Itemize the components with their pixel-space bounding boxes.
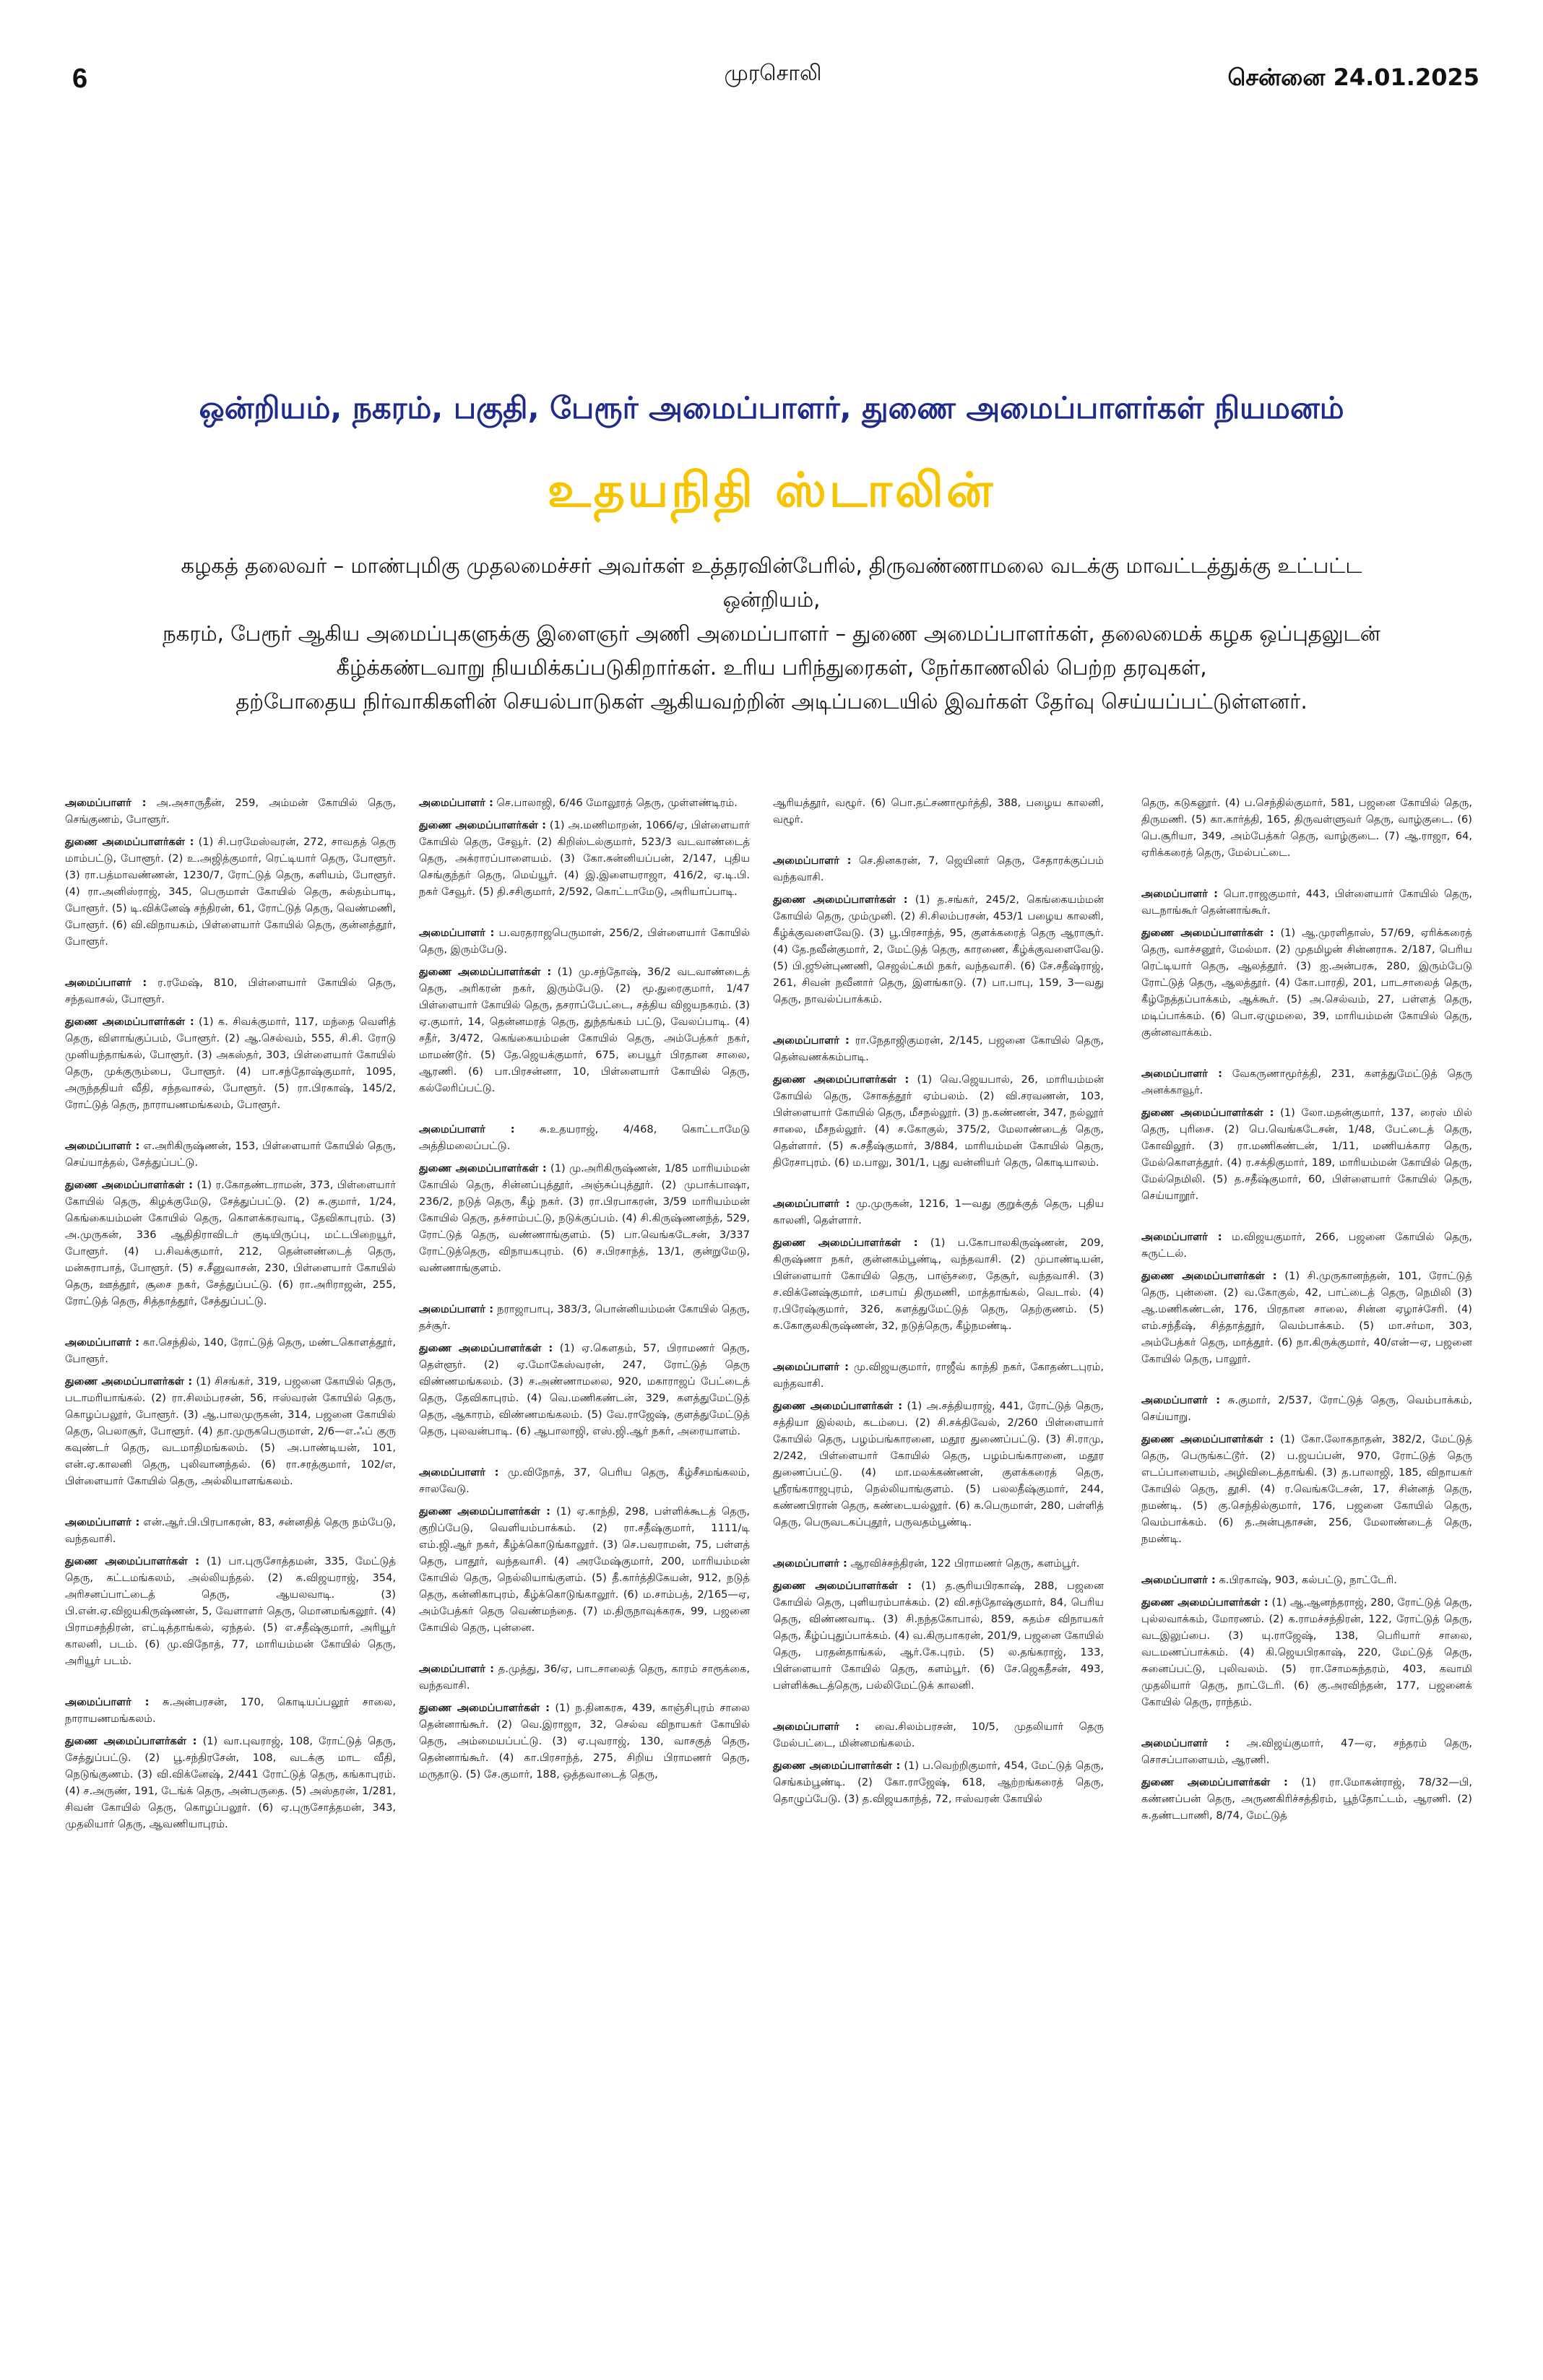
- deputies-line: [773, 891, 1104, 1008]
- deputies-line: [419, 964, 750, 1096]
- deputies-label: துணை அமைப்பாளர்கள் :: [773, 1760, 901, 1772]
- deputies-details: (1) பா.புருசோத்தமன், 335, மேட்டுத் தெரு, கட்டமங்கலம், அல்லியந்தல். (2) க.விஜயராஜ், 354, அரிசனப்பாட்டைத் தெரு, ஆயலவாடி. (3) பி.என்.ஏ.விஜயகிருஷ்ணன், 5, வேளாளர் தெரு, மொனமங்கலூர். (4) பிராமசந்திரன், எட்டித்தாங்கல், ஏந்தல். (5) எ.சதீஷ்குமார், அரியூர் காலனி, படம். (6) மு.விநோத், 77, மாரியம்மன் கோயில் தெரு, அரியூர் படம்.: [65, 1555, 396, 1667]
- deputies-details: (1) த.சங்கர், 245/2, கெங்கையம்மன் கோயில் தெரு, மும்முனி. (2) சி.சிலம்பரசன், 453/1 பழைய காலனி, கீழ்க்குவளைவேடு. (3) பூ.பிரசாந்த், 95, குளக்கரைத் தெரு ஆராசூர். (4) தே.நவீன்குமார், 2, மேட்டுத் தெரு, காரணை, கீழ்க்குவளைவேடு. (5) பி.ஜூன்புணணி, செஜல்ட்சுமி நகர், வந்தவாசி. (6) சே.சதீஷ்ராஜ், 261, சிவன் நவீனார் தெரு, இளங்காடு. (7) பா.பாபு, 159, 3—வது தெரு, நாவல்ப்பாக்கம்.: [773, 893, 1104, 1005]
- deputies-line: [1141, 1431, 1472, 1547]
- organizer-line: [1141, 886, 1472, 919]
- deputies-label: துணை அமைப்பாளர்கள் :: [65, 1735, 197, 1747]
- appointment-entry: [419, 795, 750, 900]
- deputies-line: [1141, 1268, 1472, 1367]
- appointment-entry: [773, 1359, 1104, 1531]
- deputies-line: [773, 1398, 1104, 1531]
- organizer-line: [773, 1195, 1104, 1229]
- deputies-label: துணை அமைப்பாளர்கள் :: [65, 1016, 194, 1028]
- organizer-details: எ.அரிகிருஷ்ணன், 153, பிள்ளையார் கோயில் தெரு, செய்யாத்தல், சேத்துப்பட்டு.: [65, 1140, 396, 1169]
- organizer-details: என்.ஆர்.பி.பிரபாகரன், 83, சன்னதித் தெரு நம்பேடு, வந்தவாசி.: [65, 1516, 396, 1545]
- deputies-label: துணை அமைப்பாளர்கள் :: [1141, 1270, 1277, 1282]
- appointment-entry: [419, 925, 750, 1096]
- deputies-label: துணை அமைப்பாளர்கள் :: [1141, 927, 1274, 939]
- organizer-line: [65, 1138, 396, 1171]
- deputies-label: துணை அமைப்பாளர்கள் :: [419, 1342, 553, 1354]
- deputies-line: [65, 1553, 396, 1669]
- deputies-label: துணை அமைப்பாளர்கள் :: [65, 1555, 199, 1567]
- organizer-details: செ.தினகரன், 7, ஜெயினர் தெரு, சேதாரக்குப்பம் வந்தவாசி.: [773, 854, 1104, 883]
- dateline: சென்னை 24.01.2025: [1227, 64, 1479, 91]
- deputies-line: [773, 1578, 1104, 1694]
- organizer-label: அமைப்பாளர் :: [773, 1557, 847, 1570]
- appointment-entry: [1141, 1229, 1472, 1367]
- organizer-label: அமைப்பாளர் :: [773, 854, 852, 867]
- deputies-label: துணை அமைப்பாளர்கள் :: [1141, 1433, 1274, 1445]
- organizer-details: சு.குமார், 2/537, ரோட்டுத் தெரு, வெம்பாக்கம், செய்யாறு.: [1141, 1394, 1472, 1423]
- appointment-entry: [1141, 886, 1472, 1041]
- deputies-label: துணை அமைப்பாளர்கள் :: [419, 966, 552, 978]
- organizer-details: சு.உதயராஜ், 4/468, கொட்டாமேடு அத்திமலைப்பட்டு.: [419, 1123, 750, 1152]
- organizer-line: [1141, 1735, 1472, 1768]
- deputies-details: (1) மு.சந்தோஷ், 36/2 வடவாண்டைத் தெரு, அரிகரன் நகர், இரும்பேடு. (2) மூ.துரைகுமார், 1/47 பிள்ளையார் கோயில் தெரு, தசராப்பேட்டை, சத்திய விஜயநகரம். (3) ஏ.குமார், 14, தென்னமரத் தெரு, துந்தங்கம் பட்டு, வேலப்பாடி. (4) சதீர், 3/472, கெங்கையம்மன் கோயில் தெரு, அம்பேத்கர் நகர், மாமண்டூர். (5) தே.ஜெயக்குமார், 675, பையூர் பிரதான சாலை, ஆரணி. (6) பா.பிரசன்னா, 10, பிள்ளையார் கோயில் தெரு, கல்லேரிப்பட்டு.: [419, 966, 750, 1094]
- organizer-details: அ.விஜய்குமார், 47—ஏ, சந்தரம் தெரு, சொசப்பாளையம், ஆரணி.: [1141, 1737, 1472, 1766]
- deputies-line: [419, 1700, 750, 1783]
- organizer-details: க.பிரகாஷ், 903, கல்பட்டு, நாட்டேரி.: [1219, 1574, 1397, 1586]
- appointment-entry: [65, 1138, 396, 1310]
- newspaper-name: முரசொலி: [724, 61, 822, 86]
- deputies-details: (1) மு.அரிகிருஷ்ணன், 1/85 மாரியம்மன் கோயில் தெரு, சின்னப்புத்தூர், அஞ்சுப்புத்தூர். (2) முபாக்பாஷா, 236/2, நடுத் தெரு, கீழ் நகர். (3) ரா.பிரபாகரன், 3/59 மாரியம்மன் கோயில் தெரு, தச்சாம்பட்டு, நடுக்குப்பம். (4) சி.கிருஷ்ணனந்த், 529, ரோட்டுத் தெரு, வண்ணாங்குளம். (5) பா.வெங்கடேசன், 3/337 ரோட்டுத்தெரு, விநாயகபுரம். (6) ச.பிரசாந்த், 13/1, குன்றுமேடு, வண்ணாங்குளம்.: [419, 1162, 750, 1274]
- deputies-line: [65, 1733, 396, 1832]
- organizer-label: அமைப்பாளர் :: [1141, 1068, 1222, 1080]
- organizer-details: வை.சிலம்பரசன், 10/5, முதலியார் தெரு மேல்பட்டை, மின்னமங்கலம்.: [773, 1721, 1104, 1749]
- organizer-label: அமைப்பாளர் :: [419, 927, 495, 939]
- organizer-label: அமைப்பாளர் :: [1141, 888, 1218, 900]
- organizer-line: [65, 1514, 396, 1547]
- organizer-details: கா.செந்தில், 140, ரோட்டுத் தெரு, மண்டகொளத்தூர், போளூர்.: [65, 1336, 396, 1365]
- appointment-entry: [419, 1661, 750, 1783]
- appointment-entry: [419, 1121, 750, 1276]
- appointment-entry: [65, 1514, 396, 1669]
- deputies-details: (1) ப.வெற்றிகுமார், 454, மேட்டுத் தெரு, செங்கம்பூண்டி. (2) கோ.ராஜேஷ், 618, ஆற்றங்கரைத் தெரு, தொழுப்பேடு. (3) த.விஜயகாந்த், 72, ஈஸ்வரன் கோயில்: [773, 1760, 1104, 1805]
- deputies-line: [773, 1071, 1104, 1171]
- organizer-line: [773, 1555, 1104, 1572]
- intro-paragraph: [130, 549, 1413, 719]
- deputies-details: (1) ர.கோதண்டராமன், 373, பிள்ளையார் கோயில் தெரு, கிழக்குமேடு, சேத்துப்பட்டு. (2) சு.குமார், 1/24, கெங்கையம்மன் கோயில் தெரு, கொளக்கரவாடி, தேவிகாபுரம். (3) அ.முருகன், 336 ஆதிதிராவிடர் குடியிருப்பு, மட்டபிறையூர், போளூர். (4) ப.சிவக்குமார், 212, தென்னண்டைத் தெரு, மன்சுராபாத், போளூர். (5) ச.சீனுவாசன், 230, பிள்ளையார் கோயில் தெரு, ஊத்தூர், சூசை நகர், சேத்துப்பட்டு. (6) ரா.அரிராஜன், 255, ரோட்டுத் தெரு, சித்தாத்தூர், சேத்துப்பட்டு.: [65, 1179, 396, 1307]
- deputies-line: [419, 817, 750, 900]
- organizer-details: அ.அசாருதீன், 259, அம்மன் கோயில் தெரு, செங்குணம், போளூர்.: [65, 797, 396, 826]
- deputies-label: துணை அமைப்பாளர்கள் :: [419, 1702, 550, 1714]
- appointment-entry: [773, 1195, 1104, 1334]
- appointment-entry: [65, 1694, 396, 1832]
- organizer-label: அமைப்பாளர் :: [65, 1516, 140, 1528]
- deputies-details: (1) க. சிவக்குமார், 117, மந்தை வெளித் தெரு, விளாங்குப்பம், போளூர். (2) ஆ.செல்வம், 555, சி.சி. ரோடு முனியந்தாங்கல், போளூர். (3) அகஸ்தர், 303, பிள்ளையார் கோயில் தெரு, முக்குரும்பை, போளூர். (4) பா.சந்தோஷ்குமார், 1095, அருந்ததியர் வீதி, சந்தவாசல், போளூர். (5) ரா.பிரகாஷ், 145/2, ரோட்டுத் தெரு, நாராயணமங்கலம், போளூர்.: [65, 1016, 396, 1111]
- continued-text: ஆரியத்தூர், வழூர். (6) பொ.தட்சணாமூர்த்தி, 388, பழைய காலனி, வழூர்.: [773, 797, 1104, 826]
- deputies-details: (1) ப.கோபாலகிருஷ்ணன், 209, கிருஷ்ணா நகர், குன்னகம்பூண்டி, வந்தவாசி. (2) முபாண்டியன், பிள்ளையார் கோயில் தெரு, பாஞ்சரை, தேசூர், வந்தவாசி. (3) ச.விக்னேஷ்குமார், மசபாய் திருமணி, மாத்தாங்கல், வெடால். (4) ர.பிரேஷ்குமார், 326, களத்துமேட்டுத் தெரு, தெற்குணம். (5) க.கோகுலகிருஷ்ணன், 32, நடுத்தெரு, கீழ்நமண்டி.: [773, 1237, 1104, 1332]
- organizer-line: [419, 795, 750, 811]
- deputies-details: (1) சி.பரமேஸ்வரன், 272, சாவதத் தெரு மாம்பட்டு, போளூர். (2) உ.அஜித்குமார், ரெட்டியார் தெரு, போளூர். (3) ரா.பத்மாவண்ணன், 1230/7, ரோட்டுத் தெரு, களியம், போளூர். (4) ரா.அனிஸ்ராஜ், 345, பெருமாள் கோயில் தெரு, சுல்தம்பாடி, போளூர். (5) டி.விக்னேஷ் சந்திரன், 61, ரோட்டுத் தெரு, வெண்மணி, போளூர். (6) வி.விநாயகம், பிள்ளையார் கோயில் தெரு, குன்னத்தூர், போளூர்.: [65, 836, 396, 948]
- organizer-label: அமைப்பாளர் :: [419, 1663, 494, 1675]
- appointment-entry: [1141, 1392, 1472, 1547]
- organizer-label: அமைப்பாளர் :: [419, 1466, 499, 1479]
- deputies-details: (1) வெ.ஜெயபால், 26, மாரியம்மன் கோயில் தெரு, சோகத்தூர் ஏம்பலம். (2) வி.சரவணன், 103, பிள்ளையார் கோயில் தெரு, மீசநல்லூர். (3) ந.கண்ணன், 347, நல்லூர் சாலை, மீசநல்லூர். (4) ச.கோகுல், 375/2, மேலாண்டைத் தெரு, தெள்ளார். (5) சு.சதீஷ்குமார், 3/884, மாரியம்மன் கோயில் தெரு, திரேசாபுரம். (6) ம.பாலு, 301/1, புது வன்னியர் தெரு, கொடியாலம்.: [773, 1073, 1104, 1169]
- deputies-label: துணை அமைப்பாளர்கள் :: [773, 1237, 918, 1249]
- deputies-line: [773, 1757, 1104, 1807]
- appointment-entry: [773, 852, 1104, 1008]
- deputies-details: (1) அ.சத்தியராஜ், 441, ரோட்டுத் தெரு, சத்தியா இல்லம், கடம்பை. (2) சி.சக்திவேல், 2/260 பிள்ளையார் கோயில் தெரு, பழம்பங்காரனை, மதூர துணைப்பட்டு. (3) சி.ராமு, 2/242, பிள்ளையார் கோயில் தெரு, பழம்பங்காரனை, மதூர துணைப்பட்டு. (4) மா.மலக்கண்ணன், குளக்கரைத் தெரு, ஸ்ரீரங்கராஜபுரம், நெல்லியாங்குளம். (5) பலலதீஷ்குமார், 244, கண்ணபிரான் தெரு, கண்டையல்லூர். (6) க.பெருமாள், 280, பள்ளித் தெரு, பெருவடகப்புதூர், பருவதம்பூண்டி.: [773, 1400, 1104, 1528]
- organizer-line: [773, 852, 1104, 886]
- deputies-details: (1) வா.புவராஜ், 108, ரோட்டுத் தெரு, சேத்துப்பட்டு. (2) பூ.சந்திரசேன், 108, வடக்கு மாட வீதி, நெடுங்குணம். (3) வி.விக்னேஷ், 2/441 ரோட்டுத் தெரு, கங்காபுரம். (4) ச.அருண், 191, டேங்க் தெரு, அன்பருதை. (5) அஸ்தரன், 1/281, சிவன் கோயில் தெரு, கொழப்பலூர். (6) ஏ.புருசோத்தமன், 343, முதலியார் தெரு, ஆவணியாபுரம்.: [65, 1735, 396, 1830]
- appointment-entry: [773, 1718, 1104, 1807]
- organizer-details: ர.ரமேஷ், 810, பிள்ளையார் கோயில் தெரு, சந்தவாசல், போளூர்.: [65, 977, 396, 1005]
- organizer-details: ஆரவிச்சந்திரன், 122 பிராமணர் தெரு, களம்பூர்.: [850, 1557, 1080, 1570]
- intro-line: கழகத் தலைவர் – மாண்புமிகு முதலமைச்சர் அவர்கள் உத்தரவின்பேரில், திருவண்ணாமலை வடக்கு மாவட்டத்துக்கு உட்பட்ட ஒன்றியம்,: [181, 553, 1362, 612]
- organizer-line: [65, 1334, 396, 1367]
- deputies-line: [1141, 1774, 1472, 1824]
- organizer-details: மு.விஜயகுமார், ராஜீவ் காந்தி நகர், கோதண்டபுரம், வந்தவாசி.: [773, 1361, 1104, 1390]
- organizer-line: [65, 974, 396, 1008]
- deputies-details: (1) ஏ.கௌதம், 57, பிராமணர் தெரு, தெள்ளூர். (2) ஏ.மோகேஸ்வரன், 247, ரோட்டுத் தெரு விண்ணமங்கலம். (3) ச.அண்ணாமலை, 920, மகாராஜப் பேட்டைத் தெரு, தேவிகாபுரம். (4) வெ.மணிகண்டன், 329, களத்துமேட்டுத் தெரு, ஆகாரம், விண்ணமங்கலம். (5) வே.ராஜேஷ், குளத்துமேட்டுத் தெரு, புலவன்பாடி. (6) ஆபாலாஜி, எஸ்.ஜி.ஆர் நகர், அரையாளம்.: [419, 1342, 750, 1437]
- appointment-entry: [1141, 1065, 1472, 1204]
- deputies-details: (1) ஆ.ஆனந்தராஜ், 280, ரோட்டுத் தெரு, புல்லவாக்கம், மோரணம். (2) க.ராமச்சந்திரன், 122, ரோட்டுத் தெரு, வடஇலுப்பை. (3) யு.ராஜேஷ், 138, பெரியார் சாலை, வடமணப்பாக்கம். (4) கி.ஜெயபிரகாஷ், 220, மேட்டுத் தெரு, சுனைப்பட்டு, புலிவலம். (5) ரா.சோமசுந்தரம், 403, கவாமி முதலியார் தெரு, நாட்டேரி. (6) கு.அரவிந்தன், 177, பஜனைக் கோயில் தெரு, ராந்தம்.: [1141, 1596, 1472, 1708]
- organizer-label: அமைப்பாளர் :: [1141, 1394, 1221, 1406]
- organizer-line: [419, 925, 750, 958]
- appointment-entry: [419, 1301, 750, 1440]
- masthead: [0, 0, 1543, 108]
- organizer-line: [65, 1694, 396, 1727]
- organizer-label: அமைப்பாளர் :: [773, 1198, 850, 1210]
- organizer-details: ரா.நேதாஜிகுமரன், 2/145, பஜனை கோயில் தெரு, தென்வணக்கம்பாடி.: [773, 1034, 1104, 1063]
- deputies-details: (1) அ.மணிமாறன், 1066/ஏ, பிள்ளையார் கோயில் தெரு, சேவூர். (2) கிறிஸ்டல்குமார், 523/3 வடவாண்டைத் தெரு, அக்ராரப்பாளையம். (3) கோ.சுன்னியப்பன், 2/147, புதிய செங்குந்தர் தெரு, மெய்யூர். (4) இ.இளையராஜா, 416/2, ஏ.டி.பி. நகர் சேவூர். (5) தி.சசிகுமார், 2/592, கொட்டாமேடு, அரியாப்பாடி.: [419, 819, 750, 898]
- deputies-details: (1) ஆ.முரளிதாஸ், 57/69, ஏரிக்கரைத் தெரு, வாச்சனூர், மேல்மா. (2) முதமிழன் சின்னராசு. 2/187, பெரிய ரெட்டியார் தெரு, ஆலத்தூர். (3) ஐ.அன்பரசு, 280, இரும்பேடு ரோட்டுத் தெரு, ஆலத்தூர். (4) கோ.பாரதி, 201, பாடசாலைத் தெரு, கீழ்நேத்தப்பாக்கம், ஆக்கூர். (5) அ.செல்வம், 27, பள்ளத் தெரு, மடிப்பாக்கம். (6) பொ.ஏழுமலை, 39, மாரியம்மன் கோயில் தெரு, குன்னவாக்கம்.: [1141, 927, 1472, 1039]
- organizer-label: அமைப்பாளர் :: [1141, 1231, 1222, 1243]
- deputies-line: [65, 1177, 396, 1310]
- deputies-label: துணை அமைப்பாளர்கள் :: [1141, 1107, 1274, 1119]
- organizer-line: [419, 1121, 750, 1154]
- organizer-details: மு.விநோத், 37, பெரிய தெரு, கீழ்சீசமங்கலம், சாலவேடு.: [419, 1466, 750, 1495]
- organizer-label: அமைப்பாளர் :: [65, 1140, 140, 1152]
- organizer-line: [419, 1661, 750, 1694]
- deputies-label: துணை அமைப்பாளர்கள் :: [419, 819, 546, 831]
- appointment-entry: [1141, 795, 1472, 861]
- organizer-details: மு.முருகன், 1216, 1—வது குறுக்குத் தெரு, புதிய காலனி, தெள்ளார்.: [773, 1198, 1104, 1226]
- deputies-line: [419, 1160, 750, 1276]
- organizer-label: அமைப்பாளர் :: [65, 1696, 150, 1708]
- organizer-line: [773, 1359, 1104, 1392]
- organizer-label: அமைப்பாளர் :: [419, 1303, 494, 1315]
- deputies-details: (1) த.சூரியபிரகாஷ், 288, பஜனை கோயில் தெரு, புளியரம்பாக்கம். (2) வி.சந்தோஷ்குமார், 84, பெரிய தெரு, விண்ணவாடி. (3) சி.நந்தகோபால், 859, சுதம்ச விநாயகர் தெரு, கீழ்ப்புதுப்பாக்கம். (4) வ.கிருபாகரன், 201/9, பஜனை கோயில் தெரு, பரதன்தாங்கல், ஆர்.கே.புரம். (5) ல.தங்கராஜ், 133, பிள்ளையார் கோயில் தெரு, களம்பூர். (6) சே.ஜெகதீசன், 493, பள்ளிக்கூடத்தெரு, பல்லிமேட்டுக் காலனி.: [773, 1580, 1104, 1692]
- organizer-line: [65, 795, 396, 828]
- organizer-details: ம.விஜயகுமார், 266, பஜனை கோயில் தெரு, சுருட்டல்.: [1141, 1231, 1472, 1260]
- intro-line: கீழ்க்கண்டவாறு நியமிக்கப்படுகிறார்கள். உரிய பரிந்துரைகள், நேர்காணலில் பெற்ற தரவுகள்,: [336, 655, 1207, 680]
- organizer-details: த.முத்து, 36/ஏ, பாடசாலைத் தெரு, காரம் சாரூக்கை, வந்தவாசி.: [419, 1663, 750, 1692]
- organizer-line: [773, 1032, 1104, 1065]
- deputies-line: [65, 1373, 396, 1489]
- deputies-details: (1) ஏ.காந்தி, 298, பள்ளிக்கூடத் தெரு, குறிப்பேடு, வெளியம்பாக்கம். (2) ரா.சதீஷ்குமார், 1111/டி எம்.ஜி.ஆர் நகர், கீழ்க்கொடுங்காலூர். (3) செ.பவராமன், 75, பள்ளத் தெரு, பாதூர், வந்தவாசி. (4) அரமேஷ்குமார், 200, மாரியம்மன் கோயில் தெரு, நெல்லியாங்குளம். (5) தீ.கார்த்திகேயன், 912, நடுத் தெரு, கன்னிகாபுரம், கீழ்க்கொடுங்காலூர். (6) ம.சாம்பத், 2/165—ஏ, அம்பேத்கர் தெரு வெண்மந்தை. (7) ம.திருநாவுக்கரசு, 99, பஜனை கோயில் தெரு, புன்னை.: [419, 1505, 750, 1634]
- deputies-label: துணை அமைப்பாளர்கள் :: [773, 893, 908, 906]
- column-3: [773, 795, 1104, 2362]
- organizer-line: [419, 1301, 750, 1334]
- organizer-label: அமைப்பாளர் :: [773, 1361, 849, 1373]
- appointment-entry: [773, 1032, 1104, 1171]
- deputies-label: துணை அமைப்பாளர்கள் :: [65, 1179, 194, 1191]
- appointment-entry: [65, 974, 396, 1113]
- appointment-entry: [773, 795, 1104, 828]
- deputies-line: [65, 834, 396, 950]
- deputies-label: துணை அமைப்பாளர்கள் :: [773, 1073, 909, 1086]
- appointment-entry: [419, 1464, 750, 1636]
- deputies-details: (1) சிசங்கர், 319, பஜனை கோயில் தெரு, படாமரியாங்கல். (2) ரா.சிலம்பரசன், 56, ஈஸ்வரன் கோயில் தெரு, கொழப்பலூர், போளூர். (3) ஆ.பாலமுருகன், 314, பஜனை கோயில் தெரு, பெலாசூர், போளூர். (4) தா.முருகபெருமாள், 2/6—எ.ஃப் குரு கவுண்டர் தெரு, வடமாதிமங்கலம். (5) அ.பாண்டியன், 101, என்.ஏ.காலனி தெரு, புலிவானந்தல். (6) ரா.சரத்குமார், 102/எ, பிள்ளையார் கோயில் தெரு, அல்லியாளங்கலம்.: [65, 1375, 396, 1487]
- organizer-details: செ.பாலாஜி, 6/46 மோலூரத் தெரு, முள்ளண்டிரம்.: [496, 797, 738, 809]
- headline: ஒன்றியம், நகரம், பகுதி, பேரூர் அமைப்பாளர், துணை அமைப்பாளர்கள் நியமனம்: [199, 390, 1344, 425]
- organizer-details: நராஜாபாபு, 383/3, பொன்னியம்மன் கோயில் தெரு, தச்சூர்.: [419, 1303, 750, 1332]
- deputies-details: (1) கோ.லோகநாதன், 382/2, மேட்டுத் தெரு, பெருங்கட்டூர். (2) ப.ஜயப்பன், 970, ரோட்டுத் தெரு எடப்பாளையம், அழிவிடைத்தாங்கி. (3) த.பாலாஜி, 185, விநாயகர் கோயில் தெரு, தூசி. (4) ர.வெங்கடேசன், 17, சின்னத் தெரு, நமண்டி. (5) கு.செந்தில்குமார், 176, பஜனை கோயில் தெரு, வெம்பாக்கம். (6) த.அன்புதாசன், 256, மேலாண்டைத் தெரு, நமண்டி.: [1141, 1433, 1472, 1545]
- deputies-line: [65, 1013, 396, 1113]
- deputies-line: [1141, 1594, 1472, 1710]
- appointment-entry: [1141, 1572, 1472, 1710]
- deputies-label: துணை அமைப்பாளர்கள் :: [1141, 1596, 1268, 1609]
- intro-line: தற்போதைய நிர்வாகிகளின் செயல்பாடுகள் ஆகியவற்றின் அடிப்படையில் இவர்கள் தேர்வு செய்யப்பட்டுள்ளனர்.: [235, 689, 1308, 714]
- intro-line: நகரம், பேரூர் ஆகிய அமைப்புகளுக்கு இளைஞர் அணி அமைப்பாளர் – துணை அமைப்பாளர்கள், தலைமைக் கழக ஒப்புதலுடன்: [163, 621, 1380, 646]
- deputies-label: துணை அமைப்பாளர்கள் :: [419, 1505, 551, 1518]
- organizer-details: வேகருணாமூர்த்தி, 231, களத்துமேட்டுத் தெரு அனக்காவூர்.: [1141, 1068, 1472, 1096]
- deputies-label: துணை அமைப்பாளர்கள் :: [65, 1375, 193, 1388]
- organizer-label: அமைப்பாளர் :: [419, 797, 493, 809]
- organizer-label: அமைப்பாளர் :: [773, 1034, 850, 1047]
- deputies-details: (1) ந.தினகரசு, 439, காஞ்சிபுரம் சாலை தென்னாங்கூர். (2) வெ.இராஜா, 32, செல்வ விநாயகர் கோயில் தெரு, அம்மையப்பட்டு. (3) ஏ.புவராஜ், 130, வாசகுத் தெரு, தென்னாங்கூர். (4) கா.பிரசாந்த், 275, சிறிய பிராமணர் தெரு, மருதாடு. (5) சே.குமார், 188, ஒத்தவாடைத் தெரு,: [419, 1702, 750, 1780]
- organizer-details: ப.வரதராஜபெருமாள், 256/2, பிள்ளையார் கோயில் தெரு, இரும்பேடு.: [419, 927, 750, 956]
- deputies-label: துணை அமைப்பாளர்கள் :: [65, 836, 194, 848]
- deputies-label: துணை அமைப்பாளர்கள் :: [773, 1400, 903, 1412]
- deputies-line: [419, 1340, 750, 1440]
- appointment-entry: [65, 795, 396, 950]
- column-4: [1141, 795, 1472, 2362]
- organizer-details: சு.அன்பரசன், 170, கொடியப்பலூர் சாலை, நாராயணமங்கலம்.: [65, 1696, 396, 1725]
- organizer-label: அமைப்பாளர் :: [1141, 1574, 1216, 1586]
- organizer-label: அமைப்பாளர் :: [419, 1123, 515, 1135]
- deputies-line: [773, 1234, 1104, 1334]
- organizer-line: [773, 1718, 1104, 1752]
- continued-text: தெரு, கடுகனூர். (4) ப.செந்தில்குமார், 581, பஜனை கோயில் தெரு, திருமணி. (5) கா.கார்த்தி, 165, திருவள்ளுவர் தெரு, வாழ்குடை. (6) பெ.சூரியா, 349, அம்பேத்கர் தெரு, வாழ்குடை. (7) ஆ.ராஜா, 64, ஏரிக்கரைத் தெரு, மேல்பட்டை.: [1141, 797, 1472, 859]
- deputies-details: (1) ரா.மோகன்ராஜ், 78/32—பி, கண்ணப்பன் தெரு, அருணகிரிச்சத்திரம், பூந்தோட்டம், ஆரணி. (2) சு.தண்டபாணி, 8/74, மேட்டுத்: [1141, 1776, 1472, 1822]
- deputies-details: (1) லோ.மதன்குமார், 137, ரைஸ் மில் தெரு, புரிசை. (2) பெ.வெங்கடேசன், 1/48, பேட்டைத் தெரு, கோவிலூர். (3) ரா.மணிகண்டன், 1/11, மணியக்கார தெரு, மேல்கொளத்தூர். (4) ர.சக்திகுமார், 189, மாரியம்மன் கோயில் தெரு, மேல்நெமிலி. (5) த.சதீஷ்குமார், 60, பிள்ளையார் கோயில் தெரு, செய்யாறூர்.: [1141, 1107, 1472, 1202]
- deputies-label: துணை அமைப்பாளர்கள் :: [773, 1580, 912, 1592]
- organizer-label: அமைப்பாளர் :: [65, 977, 147, 989]
- deputies-line: [1141, 1104, 1472, 1204]
- deputies-label: துணை அமைப்பாளர்கள் :: [1141, 1776, 1288, 1788]
- organizer-label: அமைப்பாளர் :: [773, 1721, 860, 1733]
- appointment-entry: [1141, 1735, 1472, 1824]
- organizer-line: [1141, 1065, 1472, 1099]
- deputies-details: (1) சி.முருகானந்தன், 101, ரோட்டுத் தெரு, புன்னை. (2) வ.கோகுல், 42, பாட்டைத் தெரு, நெமிலி (3) ஆ.மணிகண்டன், 176, பிரதான சாலை, சின்ன ஏழாச்சேரி. (4) எம்.சந்தீஷ், சித்தாத்தூர், வெம்பாக்கம். (5) மா.சர்மா, 303, அம்பேத்கர் தெரு, மாத்தூர். (6) நா.கிருக்குமார், 40/என்—ஏ, பஜனை கோயில் தெரு, பாலூர்.: [1141, 1270, 1472, 1365]
- organizer-line: [1141, 1392, 1472, 1425]
- organizer-line: [1141, 1572, 1472, 1588]
- appointment-entry: [773, 1555, 1104, 1694]
- deputies-label: துணை அமைப்பாளர்கள் :: [419, 1162, 547, 1174]
- column-2: [419, 795, 750, 2362]
- organizer-details: பொ.ராஜகுமார், 443, பிள்ளையார் கோயில் தெரு, வடநாங்கூர் தென்னாங்கூர்.: [1141, 888, 1472, 917]
- appointment-entry: [65, 1334, 396, 1489]
- column-1: [65, 795, 396, 2362]
- organizer-label: அமைப்பாளர் :: [65, 797, 147, 809]
- organizer-line: [1141, 1229, 1472, 1262]
- page-number: 6: [72, 64, 88, 94]
- deputies-line: [1141, 925, 1472, 1041]
- organizer-label: அமைப்பாளர் :: [65, 1336, 140, 1349]
- deputies-line: [419, 1503, 750, 1636]
- byline-banner: உதயநிதி ஸ்டாலின்: [547, 462, 996, 518]
- organizer-label: அமைப்பாளர் :: [1141, 1737, 1229, 1749]
- organizer-line: [419, 1464, 750, 1497]
- appointment-columns: [65, 795, 1481, 2362]
